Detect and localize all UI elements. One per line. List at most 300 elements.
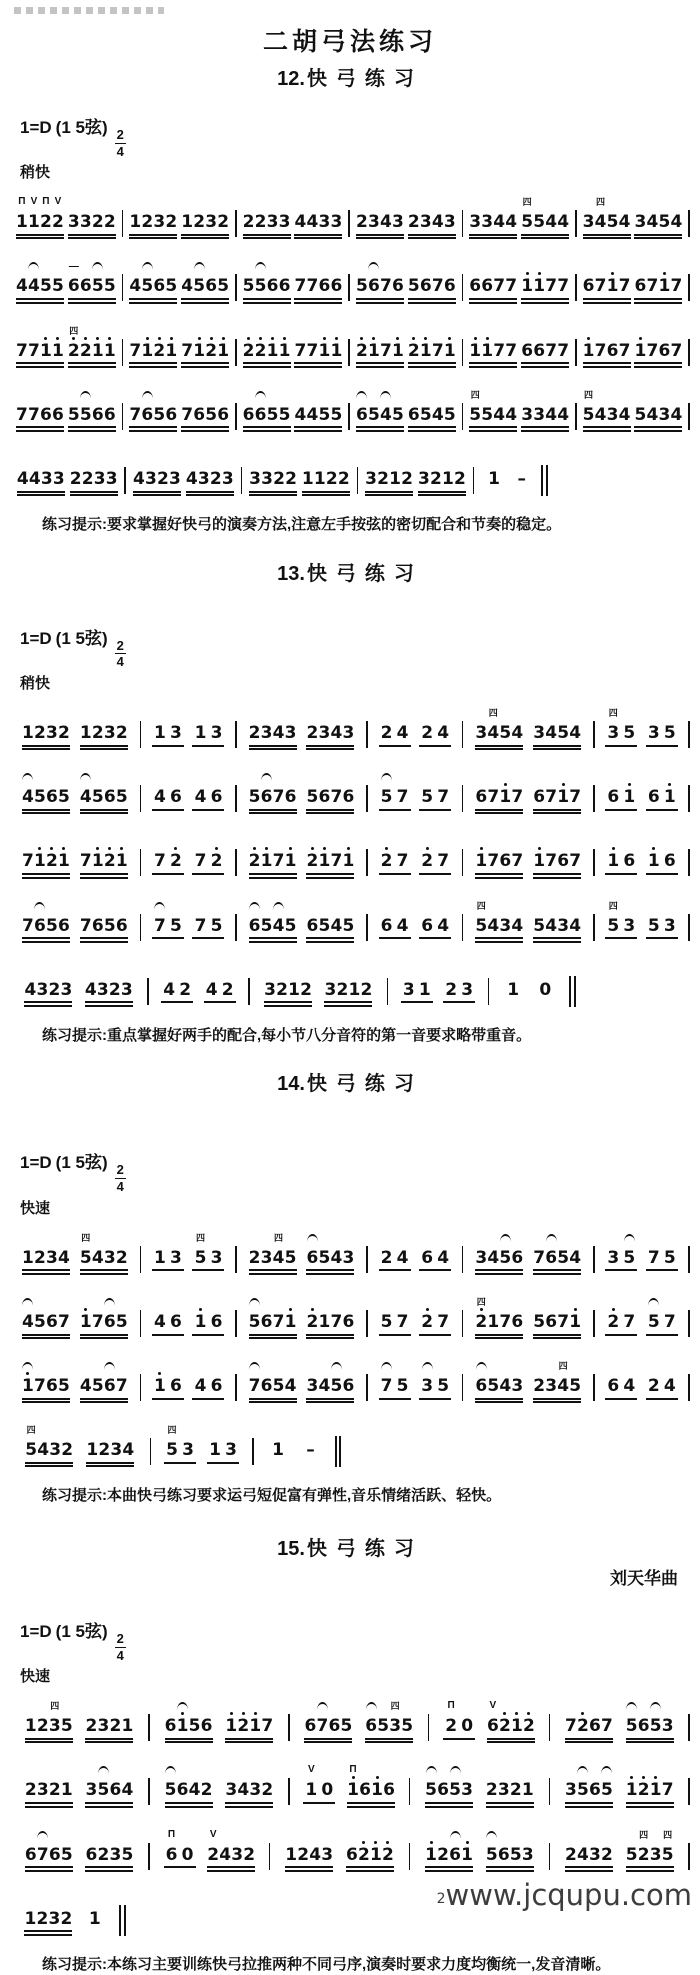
note-digit: 1 [625,1780,638,1801]
note-group [418,451,466,496]
note [380,323,392,361]
note-group [243,258,291,303]
note [28,194,40,232]
measure [463,1294,593,1339]
beam [469,298,517,300]
note-row [80,705,128,743]
note [106,451,118,489]
note-digit: 7 [15,404,28,425]
beam [80,873,128,875]
note [328,1698,340,1736]
note-group [243,323,291,368]
note-digit: 2 [407,212,420,233]
note-digit: 6 [437,1780,449,1801]
note [58,833,70,871]
note-digit: 7 [330,851,343,872]
note [279,387,291,425]
beam [626,1741,674,1743]
note [153,194,165,232]
note [177,1762,189,1800]
beam [346,1870,394,1872]
octave-dot [385,847,388,850]
octave-dot [323,337,326,340]
note-digit: 1 [488,469,500,490]
note [285,1294,297,1332]
score-line [10,1698,690,1743]
note-digit: 5 [355,276,368,297]
note-row [408,387,456,425]
note-digit: 3 [85,1780,98,1801]
score-block [10,194,690,496]
note [634,323,646,361]
note-row [469,323,517,361]
note [510,1827,522,1865]
note [545,1358,557,1396]
note-group [192,833,224,875]
note [40,194,52,232]
note [658,387,670,425]
note-group [605,1294,637,1336]
beam [379,1334,411,1336]
mark-slot [42,194,49,207]
octave-dot [271,337,274,340]
beam [419,809,451,811]
note-digit: 3 [96,979,109,1000]
note-digit: 6 [103,1376,116,1397]
beam [294,426,342,428]
octave-dot [581,1712,584,1715]
tempo-marking: 快速 [20,1199,51,1217]
octave-dot [480,847,483,850]
note [425,1762,437,1800]
note-row [249,769,297,807]
note [499,833,511,871]
note [395,705,411,743]
note [493,323,505,361]
note-row [294,323,342,361]
note [605,898,621,936]
note [619,323,631,361]
beam [646,745,678,747]
note [116,898,128,936]
note-row [243,258,291,296]
note [505,258,517,296]
note [205,258,217,296]
note [377,451,389,489]
note [459,1698,475,1736]
ornament-arc-icon [255,262,266,270]
note-row [583,387,631,425]
note-group [192,705,224,747]
note [595,387,607,425]
note-digit: 7 [431,276,444,297]
note-digit: 1 [318,851,331,872]
note [557,705,569,743]
note-row [268,1422,288,1460]
note [36,1891,48,1929]
fourth-finger-mark: 四 [558,1361,568,1372]
note-digit: 6 [141,404,154,425]
beam [243,302,291,304]
note-row [443,1698,475,1736]
note [85,1698,97,1736]
note [210,451,222,489]
beam [68,237,116,239]
note [619,194,631,232]
note-group [443,1698,475,1740]
note [164,1422,180,1460]
note-digit: 2 [153,340,166,361]
note-row [475,898,523,936]
note [40,323,52,361]
note-digit: 4 [557,212,570,233]
beam [80,877,128,879]
ornament-arc-icon [249,1362,260,1370]
note-group [129,387,177,432]
fourth-finger-mark: 四 [470,389,480,400]
note [168,833,184,871]
note-row [161,962,193,1000]
note [168,769,184,807]
note-digit: 2 [85,1716,98,1737]
beam [22,1401,70,1403]
beam [181,237,229,239]
exercises-container [8,62,692,1975]
note-group [243,194,291,239]
note-digit: 2 [401,469,413,490]
note-row [186,451,234,489]
note-digit: 5 [25,1440,38,1461]
note [583,387,595,425]
note [121,962,133,1000]
exercise-heading [8,1532,692,1561]
note [444,323,456,361]
mark-slot [98,1762,109,1775]
note [168,705,184,743]
beam [475,812,523,814]
note [243,258,255,296]
note-group [408,387,456,432]
note [116,769,128,807]
note-row [475,769,523,807]
beam [533,809,581,811]
beam [133,494,181,496]
octave-dot [311,1308,314,1311]
beam [152,745,184,747]
beam [16,426,64,428]
note-digit: 7 [437,1311,450,1332]
beam [634,362,682,364]
note [469,194,481,232]
note [97,962,109,1000]
note [208,705,224,743]
octave-dot [587,337,590,340]
note [285,1827,297,1865]
beam [634,302,682,304]
note-row [565,1698,613,1736]
note-group [249,1358,297,1403]
mark-slot [154,898,165,911]
note [297,1827,309,1865]
note-group [16,258,64,303]
measure [237,898,367,943]
note [330,194,342,232]
note-digit: 3 [264,979,276,1000]
octave-dot [611,272,614,275]
note-digit: 2 [141,212,154,233]
note [201,1698,213,1736]
note-digit: 3 [48,1908,61,1929]
note [168,1294,184,1332]
note-group [469,387,517,432]
beam [24,1005,72,1007]
note [141,323,153,361]
note [330,1358,342,1396]
note-group [68,194,116,239]
measure [250,962,387,1007]
note-digit: 6 [647,787,660,808]
note [545,705,557,743]
note [389,451,401,489]
beam [152,809,184,811]
beam [22,1273,70,1275]
note-digit: 7 [437,851,450,872]
note-group [68,387,116,432]
note [261,769,273,807]
note-digit: 4 [318,1376,331,1397]
note [122,1422,134,1460]
note-digit: 4 [545,723,558,743]
note-digit: 1 [370,1844,382,1865]
note-group [521,194,569,239]
note-digit: 6 [318,787,331,808]
beam [85,1738,133,1740]
octave-dot [158,337,161,340]
note [223,1422,239,1460]
note [129,194,141,232]
measure [10,387,122,432]
note-digit: 1 [342,851,355,872]
note-row [249,833,297,871]
note [318,705,330,743]
octave-dot [639,337,642,340]
note-digit: 5 [164,1780,177,1801]
note [192,833,208,871]
note-digit: 6 [588,1716,601,1737]
beam [356,237,404,239]
note-group [306,898,354,943]
note-row [306,1294,354,1332]
octave-dot [146,337,149,340]
note-digit: 4 [91,1247,104,1268]
note-group [133,451,181,496]
note-digit: 6 [380,915,393,936]
note [24,962,36,1000]
note [34,898,46,936]
note-group [408,258,456,303]
beam [86,1465,134,1467]
note-digit: 4 [437,915,450,936]
note [487,769,499,807]
beam [379,1398,411,1400]
note-digit: 4 [194,1376,207,1397]
note-row [22,898,70,936]
note-group [22,833,70,878]
note [545,1230,557,1268]
note [658,258,670,296]
note [662,898,678,936]
note [557,323,569,361]
note [165,1698,177,1736]
key-signature-row [20,113,692,158]
beam [634,426,682,428]
note-digit: 2 [576,1716,589,1737]
note [46,1294,58,1332]
note-group [646,769,678,811]
note-row [285,1827,333,1865]
ornament-arc-icon [368,262,379,270]
note-digit: 5 [188,1716,201,1737]
beam [475,1269,523,1271]
note-row [646,769,678,807]
note-row [68,387,116,425]
ornament-arc-icon [381,1362,392,1370]
note [168,1230,184,1268]
time-signature [115,1632,126,1662]
measure [237,769,367,814]
note [267,194,279,232]
note [121,1698,133,1736]
note-digit: 4 [153,1311,166,1332]
beam [129,234,177,236]
note-digit: 6 [481,276,494,297]
note-group [294,387,342,432]
note-digit: 6 [545,1311,558,1332]
octave-dot [538,272,541,275]
note-digit: 1 [285,1844,298,1865]
mark-slot [477,1294,486,1307]
note-group [304,1698,352,1743]
note-group [25,1698,73,1743]
beam [324,1001,372,1003]
note [46,898,58,936]
note [330,258,342,296]
bar [339,1436,341,1467]
octave-dot [654,1776,657,1779]
note [129,323,141,361]
note [380,194,392,232]
beam [264,1005,312,1007]
note [601,1698,613,1736]
note-digit: 7 [646,276,659,297]
note-digit: 1 [79,1311,92,1332]
note [34,769,46,807]
octave-dot [174,847,177,850]
note-digit: 3 [249,469,261,490]
note-digit: 6 [103,1311,116,1332]
beam [306,745,354,747]
note-digit: 5 [91,1376,104,1397]
note-row [306,1230,354,1268]
note [569,1230,581,1268]
note-digit: 5 [569,1376,582,1397]
octave-dot [362,1841,365,1844]
note-digit: 5 [33,787,46,808]
note-row [264,962,312,1000]
note-digit: 5 [115,1311,128,1332]
beam [379,873,411,875]
note-row [565,1762,613,1800]
note-digit: 1 [569,1311,582,1332]
note-digit: 4 [194,787,207,808]
note [442,451,454,489]
note-digit: 1 [663,787,676,808]
note-row [80,1358,128,1396]
note-digit: 3 [391,212,404,233]
note [498,1762,510,1800]
note-row [646,833,678,871]
beam [22,937,70,939]
measure [463,898,593,943]
note [152,1294,168,1332]
measure [150,1762,288,1807]
up-bow-icon: V [209,1828,217,1840]
note-digit: 1 [153,723,166,743]
note [98,1422,110,1460]
barline [688,1778,690,1805]
note [261,1294,273,1332]
note-row [306,898,354,936]
beam [249,745,297,747]
fourth-finger-mark: 四 [69,325,79,336]
measure [350,258,462,303]
beam [249,1398,297,1400]
page-number: 2 [436,1891,446,1907]
mark-slot [317,1698,328,1711]
beam [605,745,637,747]
note-digit: 7 [248,1376,261,1397]
beam [22,809,70,811]
note-digit: 1 [521,1780,534,1801]
barline [688,1374,690,1401]
note-digit: 7 [36,1844,49,1865]
mark-slot [559,1358,568,1371]
note [177,1698,189,1736]
note-digit: 7 [272,787,285,808]
note [475,1358,487,1396]
ornament-arc-icon [261,773,272,781]
note [82,451,94,489]
octave-dot [486,337,489,340]
note-digit: 1 [21,1376,34,1397]
page-title: 二胡弓法练习 [262,28,437,56]
octave-dot [56,337,59,340]
note-digit: 3 [475,1247,488,1268]
note [621,898,637,936]
measure [595,1230,689,1272]
key-signature: 1=D [20,118,52,137]
note-digit: 5 [443,404,456,425]
beam [475,937,523,939]
note-digit: 1 [347,1780,359,1801]
measure [141,1358,235,1400]
note [61,1762,73,1800]
note [342,898,354,936]
beam [475,1398,523,1400]
score-line [10,1762,690,1807]
ornament-arc-icon [104,1298,115,1306]
note-digit: 5 [421,787,434,808]
